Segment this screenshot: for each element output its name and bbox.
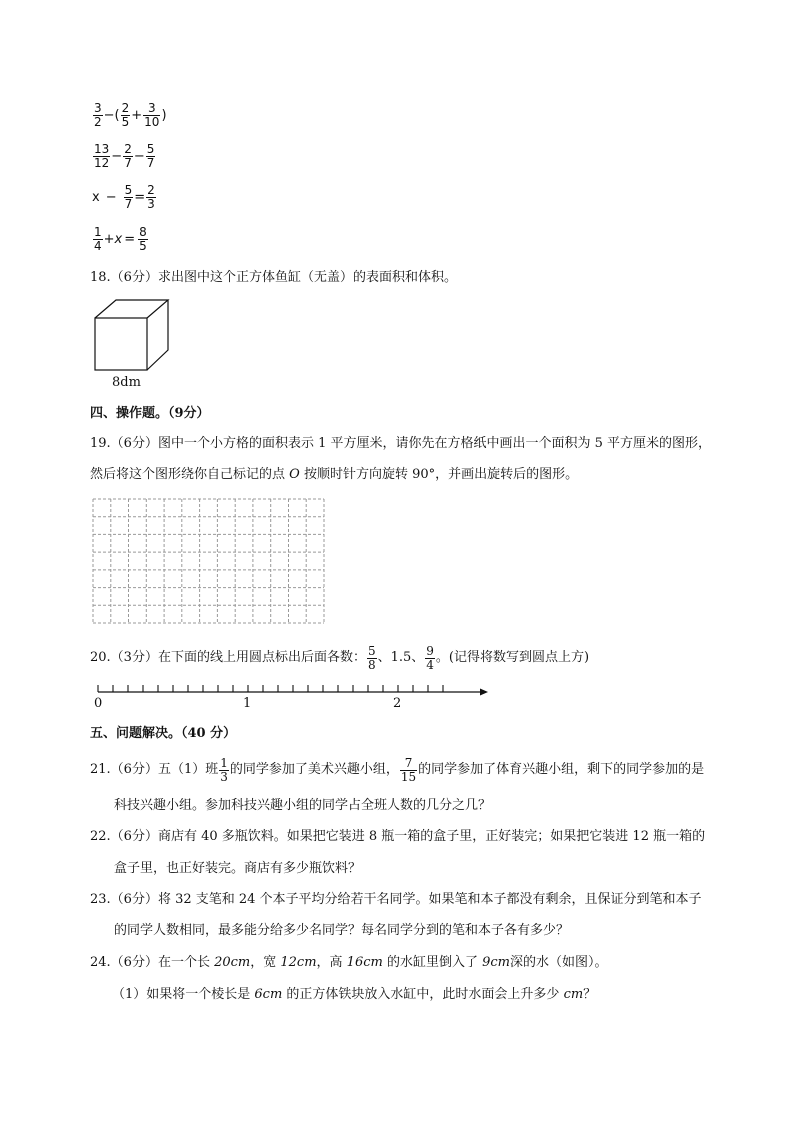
question-21-line-1: 21.（6分）五（1）班 $\frac{1}{3}$ 的同学参加了美术兴趣小组， $\frac{7}{15}$ 的同学参加了体育兴趣小组，剩下的同学参加的是	[90, 755, 705, 784]
cube-side-face	[147, 300, 168, 370]
equation-2: $\frac{1}{4}$ + x = $\frac{8}{5}$	[94, 224, 147, 253]
tick-label-0: 0	[94, 696, 103, 711]
expression-2: $\frac{13}{12}$ − $\frac{2}{7}$ − $\frac{5}{7}$	[94, 141, 155, 170]
question-20: 20.（3分）在下面的线上用圆点标出后面各数： $\frac{5}{8}$ 、1.5、 $\frac{9}{4}$ 。(记得将数写到圆点上方)	[90, 643, 590, 672]
cube-top-face	[95, 300, 168, 318]
question-24-part-1: （1）如果将一个棱长是 6cm 的正方体铁块放入水缸中，此时水面会上升多少 cm？	[112, 987, 597, 1002]
tick-label-2: 2	[393, 696, 402, 711]
question-21-line-2: 科技兴趣小组。参加科技兴趣小组的同学占全班人数的几分之几？	[114, 798, 492, 813]
grid-paper[interactable]	[92, 498, 326, 624]
question-22-line-2: 盒子里，也正好装完。商店有多少瓶饮料？	[114, 861, 362, 876]
section-4-title: 四、操作题。（9分）	[90, 406, 210, 421]
equation-1: x − $\frac{5}{7}$ = $\frac{2}{3}$	[92, 182, 155, 211]
cube-front-face	[95, 318, 147, 370]
question-18: 18.（6分）求出图中这个正方体鱼缸（无盖）的表面积和体积。	[90, 270, 457, 285]
number-line[interactable]	[92, 682, 494, 696]
question-23-line-2: 的同学人数相同，最多能分给多少名同学？每名同学分到的笔和本子各有多少？	[114, 923, 570, 938]
question-23-line-1: 23.（6分）将 32 支笔和 24 个本子平均分给若干名同学。如果笔和本子都没有剩余，且保证分到笔和本子	[90, 892, 702, 907]
cube-edge-label: 8dm	[112, 375, 141, 390]
question-19-line-2: 然后将这个图形绕你自己标记的点 O 按顺时针方向旋转 90°，并画出旋转后的图形。	[90, 467, 579, 482]
question-19-line-1: 19.（6分）图中一个小方格的面积表示 1 平方厘米，请你先在方格纸中画出一个面积为 5 平方厘米的图形，	[90, 436, 712, 451]
point-o-label: O	[289, 467, 300, 482]
section-5-title: 五、问题解决。（40 分）	[90, 726, 237, 741]
cube-figure	[94, 298, 174, 374]
question-24: 24.（6分）在一个长 20cm，宽 12cm，高 16cm 的水缸里倒入了 9cm深的水（如图）。	[90, 955, 608, 970]
expression-1: $\frac{3}{2}$ −( $\frac{2}{5}$ + $\frac{3}{10}$ )	[94, 100, 167, 129]
question-22-line-1: 22.（6分）商店有 40 多瓶饮料。如果把它装进 8 瓶一箱的盒子里，正好装完；如果把它装进 12 瓶一箱的	[90, 829, 706, 844]
tick-label-1: 1	[243, 696, 252, 711]
number-line-arrow	[480, 689, 488, 696]
